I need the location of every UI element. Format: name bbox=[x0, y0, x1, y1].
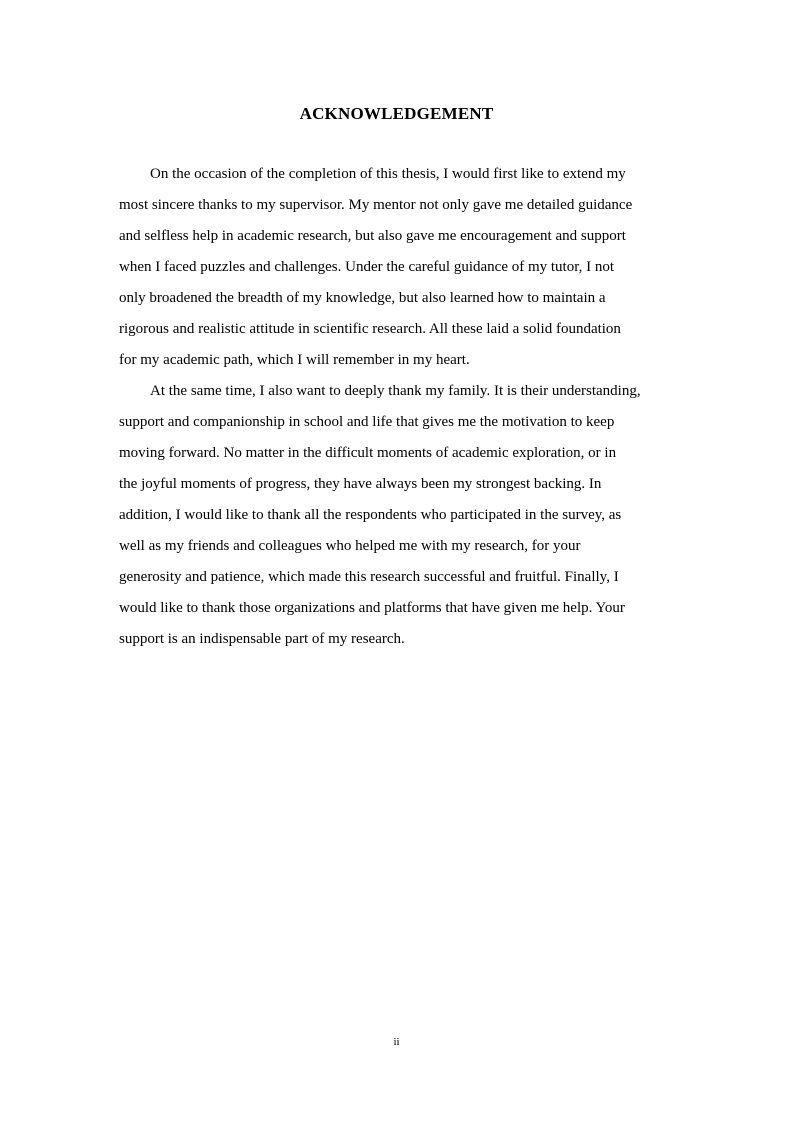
page-title: ACKNOWLEDGEMENT bbox=[299, 104, 494, 123]
text-line: the joyful moments of progress, they have always been my strongest backing. In bbox=[119, 476, 602, 492]
text-line: At the same time, I also want to deeply thank my family. It is their understanding, bbox=[150, 383, 641, 399]
paragraph-1 bbox=[119, 159, 679, 376]
body-text bbox=[119, 159, 679, 655]
text-line: generosity and patience, which made this research successful and fruitful. Finally, I bbox=[119, 569, 619, 585]
page-number: ii bbox=[393, 1036, 400, 1048]
text-line: and selfless help in academic research, but also gave me encouragement and support bbox=[119, 228, 626, 244]
text-line: well as my friends and colleagues who helped me with my research, for your bbox=[119, 538, 581, 554]
text-line: most sincere thanks to my supervisor. My mentor not only gave me detailed guidance bbox=[119, 197, 633, 213]
text-line: On the occasion of the completion of this thesis, I would first like to extend my bbox=[150, 166, 626, 182]
text-line: rigorous and realistic attitude in scientific research. All these laid a solid foundation bbox=[119, 321, 621, 337]
text-line: support is an indispensable part of my research. bbox=[119, 631, 405, 647]
text-line: moving forward. No matter in the difficult moments of academic exploration, or in bbox=[119, 445, 617, 461]
text-line: addition, I would like to thank all the respondents who participated in the survey, as bbox=[119, 507, 622, 523]
text-line: when I faced puzzles and challenges. Under the careful guidance of my tutor, I not bbox=[119, 259, 615, 275]
paragraph-2 bbox=[119, 376, 679, 655]
text-line: support and companionship in school and life that gives me the motivation to keep bbox=[119, 414, 615, 430]
text-line: for my academic path, which I will remember in my heart. bbox=[119, 352, 470, 368]
text-line: only broadened the breadth of my knowledge, but also learned how to maintain a bbox=[119, 290, 606, 306]
text-line: would like to thank those organizations and platforms that have given me help. Your bbox=[119, 600, 625, 616]
